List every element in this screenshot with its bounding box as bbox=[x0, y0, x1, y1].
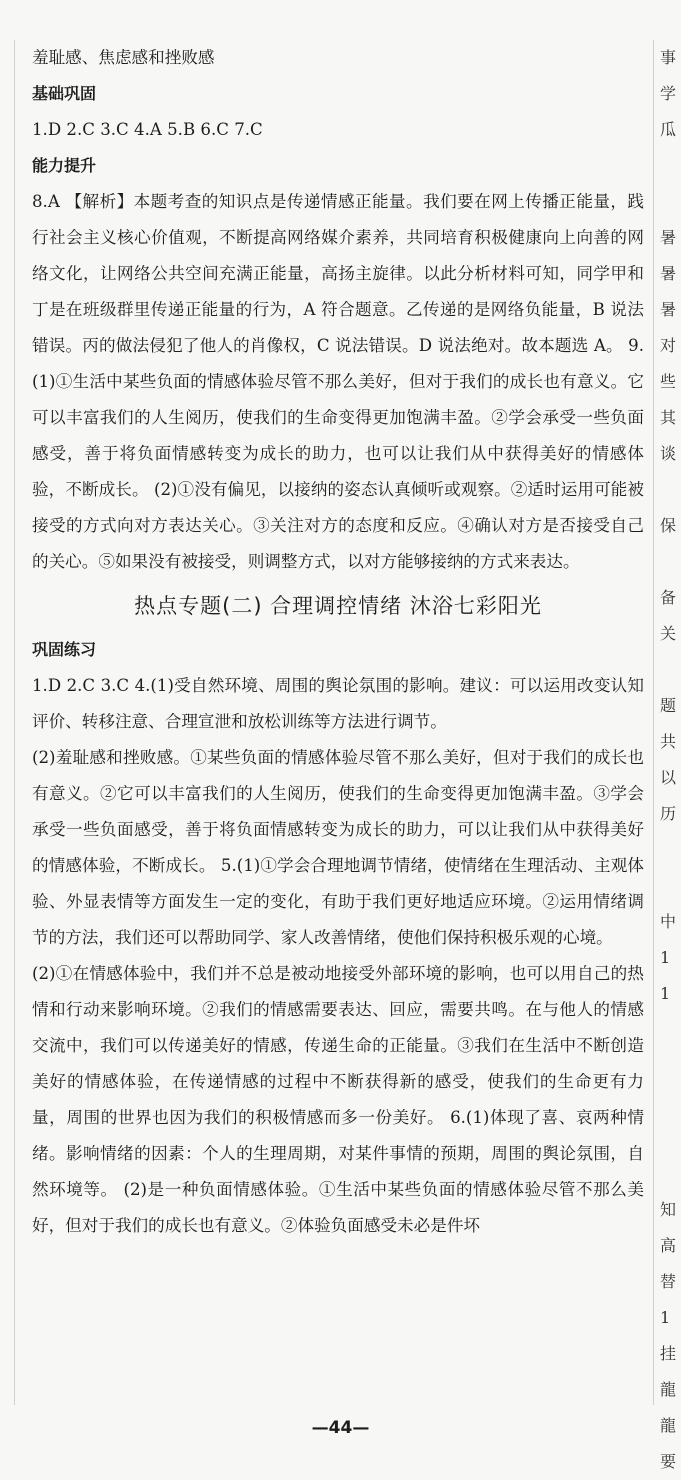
side-char: 事 bbox=[660, 48, 677, 67]
side-char bbox=[660, 1084, 681, 1120]
side-char: 历 bbox=[660, 804, 677, 823]
side-char: 关 bbox=[660, 624, 677, 643]
right-margin-line bbox=[653, 40, 654, 1405]
side-char bbox=[660, 652, 681, 688]
side-char: 龍 bbox=[660, 1380, 677, 1399]
side-char bbox=[660, 1120, 681, 1156]
side-char: 1 bbox=[660, 984, 671, 1003]
side-char: 保 bbox=[660, 516, 677, 535]
answer-content bbox=[32, 40, 644, 1244]
basic-answers: 1.D 2.C 3.C 4.A 5.B 6.C 7.C bbox=[32, 120, 263, 139]
practice-answers-3: (2)①在情感体验中，我们并不总是被动地接受外部环境的影响，也可以用自己的热情和行动来影响环境。②我们的情感需要表达、回应，需要共鸣。在与他人的情感交流中，我们可以传递美好的情感，传递生命的正能量。③我们在生活中不断创造美好的情感体验，在传递情感的过程中不断获得新的感受，使我们的生命更有力量，周围的世界也因为我们的积极情感而多一份美好。 6.(1)体现了喜、哀两种情绪。影响情绪的因素：个人的生理周期，对某件事情的预期，周围的舆论氛围，自然环境等。 (2)是一种负面情感体验。①生活中某些负面的情感体验尽管不那么美好，但对于我们的成长也有意义。②体验负面感受未必是件坏 bbox=[32, 964, 644, 1235]
side-char: 对 bbox=[660, 336, 677, 355]
side-char: 替 bbox=[660, 1272, 677, 1291]
practice-answers-2: (2)羞耻感和挫败感。①某些负面的情感体验尽管不那么美好，但对于我们的成长也有意义。②它可以丰富我们的人生阅历，使我们的生命变得更加饱满丰盈。③学会承受一些负面感受，善于将负面情感转变为成长的助力，可以让我们从中获得美好的情感体验，不断成长。 5.(1)①学会合理地调节情绪，使情绪在生理活动、主观体验、外显表情等方面发生一定的变化，有助于我们更好地适应环境。②运用情绪调节的方法，我们还可以帮助同学、家人改善情绪，使他们保持积极乐观的心境。 bbox=[32, 748, 644, 947]
ability-answers: 8.A 【解析】本题考查的知识点是传递情感正能量。我们要在网上传播正能量，践行社会主义核心价值观，不断提高网络媒介素养，共同培育积极健康向上向善的网络文化，让网络公共空间充满正能量，高扬主旋律。以此分析材料可知，同学甲和丁是在班级群里传递正能量的行为，A 符合题意。乙传递的是网络负能量，B 说法错误。丙的做法侵犯了他人的肖像权，C 说法错误。D 说法绝对。故本题选 A。 9.(1)①生活中某些负面的情感体验尽管不那么美好，但对于我们的成长也有意义。它可以丰富我们的人生阅历，使我们的生命变得更加饱满丰盈。②学会承受一些负面感受，善于将负面情感转变为成长的助力，也可以让我们从中获得美好的情感体验，不断成长。 (2)①没有偏见，以接纳的姿态认真倾听或观察。②适时运用可能被接受的方式向对方表达关心。③关注对方的态度和反应。④确认对方是否接受自己的关心。⑤如果没有被接受，则调整方式，以对方能够接纳的方式来表达。 bbox=[32, 192, 644, 571]
side-char: 谈 bbox=[660, 444, 677, 463]
side-char: 1 bbox=[660, 1308, 671, 1327]
side-char bbox=[660, 544, 681, 580]
side-char bbox=[660, 184, 681, 220]
side-char: 1 bbox=[660, 948, 671, 967]
side-char: 瓜 bbox=[660, 120, 677, 139]
side-char: 学 bbox=[660, 84, 677, 103]
side-char bbox=[660, 1012, 681, 1048]
page-number: —44— bbox=[311, 1418, 370, 1438]
side-char: 备 bbox=[660, 588, 677, 607]
side-char bbox=[660, 1048, 681, 1084]
side-char bbox=[660, 832, 681, 868]
side-char: 些 bbox=[660, 372, 677, 391]
side-char: 暑 bbox=[660, 264, 677, 283]
side-char: 题 bbox=[660, 696, 677, 715]
side-char bbox=[660, 868, 681, 904]
side-char: 共 bbox=[660, 732, 677, 751]
section-heading-basic: 基础巩固 bbox=[32, 84, 97, 103]
side-char: 龍 bbox=[660, 1416, 677, 1435]
intro-text: 羞耻感、焦虑感和挫败感 bbox=[32, 48, 215, 67]
adjacent-page-edge bbox=[660, 40, 681, 1480]
left-margin-line bbox=[14, 40, 15, 1405]
side-char: 其 bbox=[660, 408, 677, 427]
practice-answers-1: 1.D 2.C 3.C 4.(1)受自然环境、周围的舆论氛围的影响。建议：可以运用改变认知评价、转移注意、合理宣泄和放松训练等方法进行调节。 bbox=[32, 676, 644, 731]
side-char: 挂 bbox=[660, 1344, 677, 1363]
section-heading-practice: 巩固练习 bbox=[32, 640, 97, 659]
section-heading-ability: 能力提升 bbox=[32, 156, 97, 175]
side-char: 以 bbox=[660, 768, 677, 787]
side-char bbox=[660, 472, 681, 508]
side-char: 中 bbox=[660, 912, 677, 931]
side-char: 暑 bbox=[660, 300, 677, 319]
side-char: 要 bbox=[660, 1452, 677, 1471]
side-char: 暑 bbox=[660, 228, 677, 247]
side-char bbox=[660, 148, 681, 184]
side-char bbox=[660, 1156, 681, 1192]
topic-title: 热点专题(二) 合理调控情绪 沐浴七彩阳光 bbox=[134, 594, 542, 618]
side-char: 高 bbox=[660, 1236, 677, 1255]
side-char: 知 bbox=[660, 1200, 677, 1219]
